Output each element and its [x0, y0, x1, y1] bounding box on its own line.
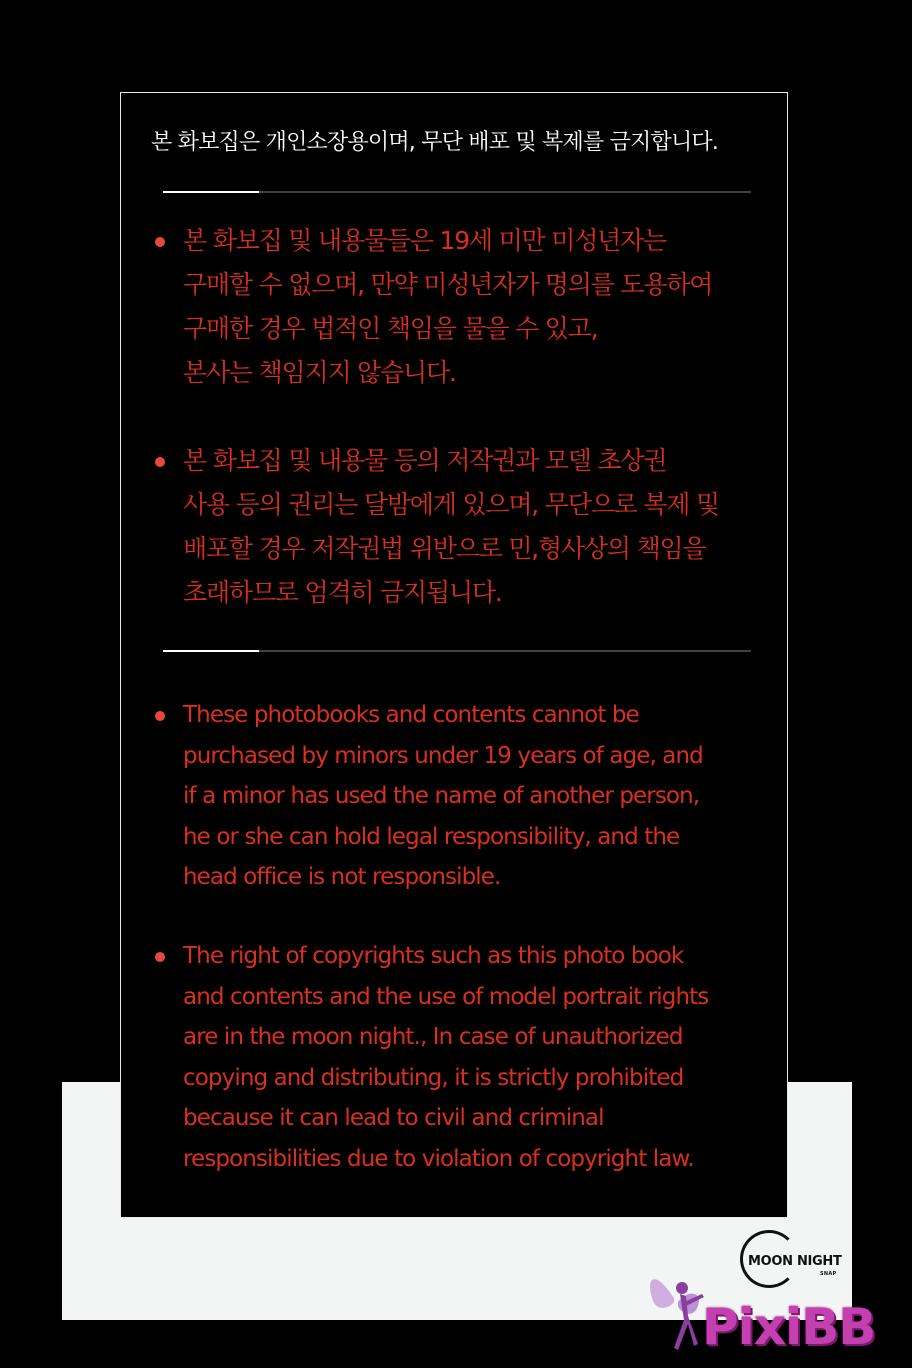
notice-line: because it can lead to civil and criminal	[183, 1105, 604, 1131]
notice-line: 사용 등의 권리는 달밤에게 있으며, 무단으로 복제 및	[183, 490, 719, 519]
notice-title: 본 화보집은 개인소장용이며, 무단 배포 및 복제를 금지합니다.	[151, 130, 719, 155]
divider-middle	[163, 650, 751, 652]
notice-line: 구매할 수 없으며, 만약 미성년자가 명의를 도용하여	[183, 270, 713, 299]
bullet-dot-icon	[155, 237, 165, 247]
notice-line: responsibilities due to violation of copyright law.	[183, 1145, 694, 1172]
notice-line: 본 화보집 및 내용물 등의 저작권과 모델 초상권	[183, 446, 667, 475]
notice-line: 배포할 경우 저작권법 위반으로 민,형사상의 책임을	[183, 534, 706, 563]
pixibb-watermark	[644, 1258, 906, 1358]
notice-line: he or she can hold legal responsibility, and the	[183, 823, 680, 850]
divider-accent	[163, 650, 259, 652]
logo-name: MOON NIGHT	[748, 1254, 842, 1269]
notice-line: 본 화보집 및 내용물들은 19세 미만 미성년자는	[183, 226, 666, 255]
notice-line: 본사는 책임지지 않습니다.	[183, 358, 456, 387]
notice-line: 구매한 경우 법적인 책임을 물을 수 있고,	[183, 314, 598, 343]
logo-sub: SNAP	[820, 1271, 837, 1277]
notice-line: are in the moon night., In case of unauthorized	[183, 1024, 683, 1050]
watermark-text: PixiBB	[702, 1298, 876, 1356]
notice-line: if a minor has used the name of another person,	[183, 783, 700, 809]
notice-line: copying and distributing, it is strictly prohibited	[183, 1064, 684, 1091]
bullet-dot-icon	[155, 952, 165, 962]
notice-line: 초래하므로 엄격히 금지됩니다.	[183, 578, 502, 607]
bullet-dot-icon	[155, 711, 165, 721]
notice-line: purchased by minors under 19 years of age, and	[183, 742, 703, 769]
divider-top	[163, 191, 751, 193]
bullet-dot-icon	[155, 457, 165, 467]
notice-line: head office is not responsible.	[183, 864, 501, 890]
notice-line: These photobooks and contents cannot be	[183, 702, 639, 728]
notice-line: and contents and the use of model portrait rights	[183, 983, 709, 1010]
notice-line: The right of copyrights such as this photo book	[183, 943, 684, 969]
divider-accent	[163, 191, 259, 193]
notice-card	[120, 92, 788, 1218]
